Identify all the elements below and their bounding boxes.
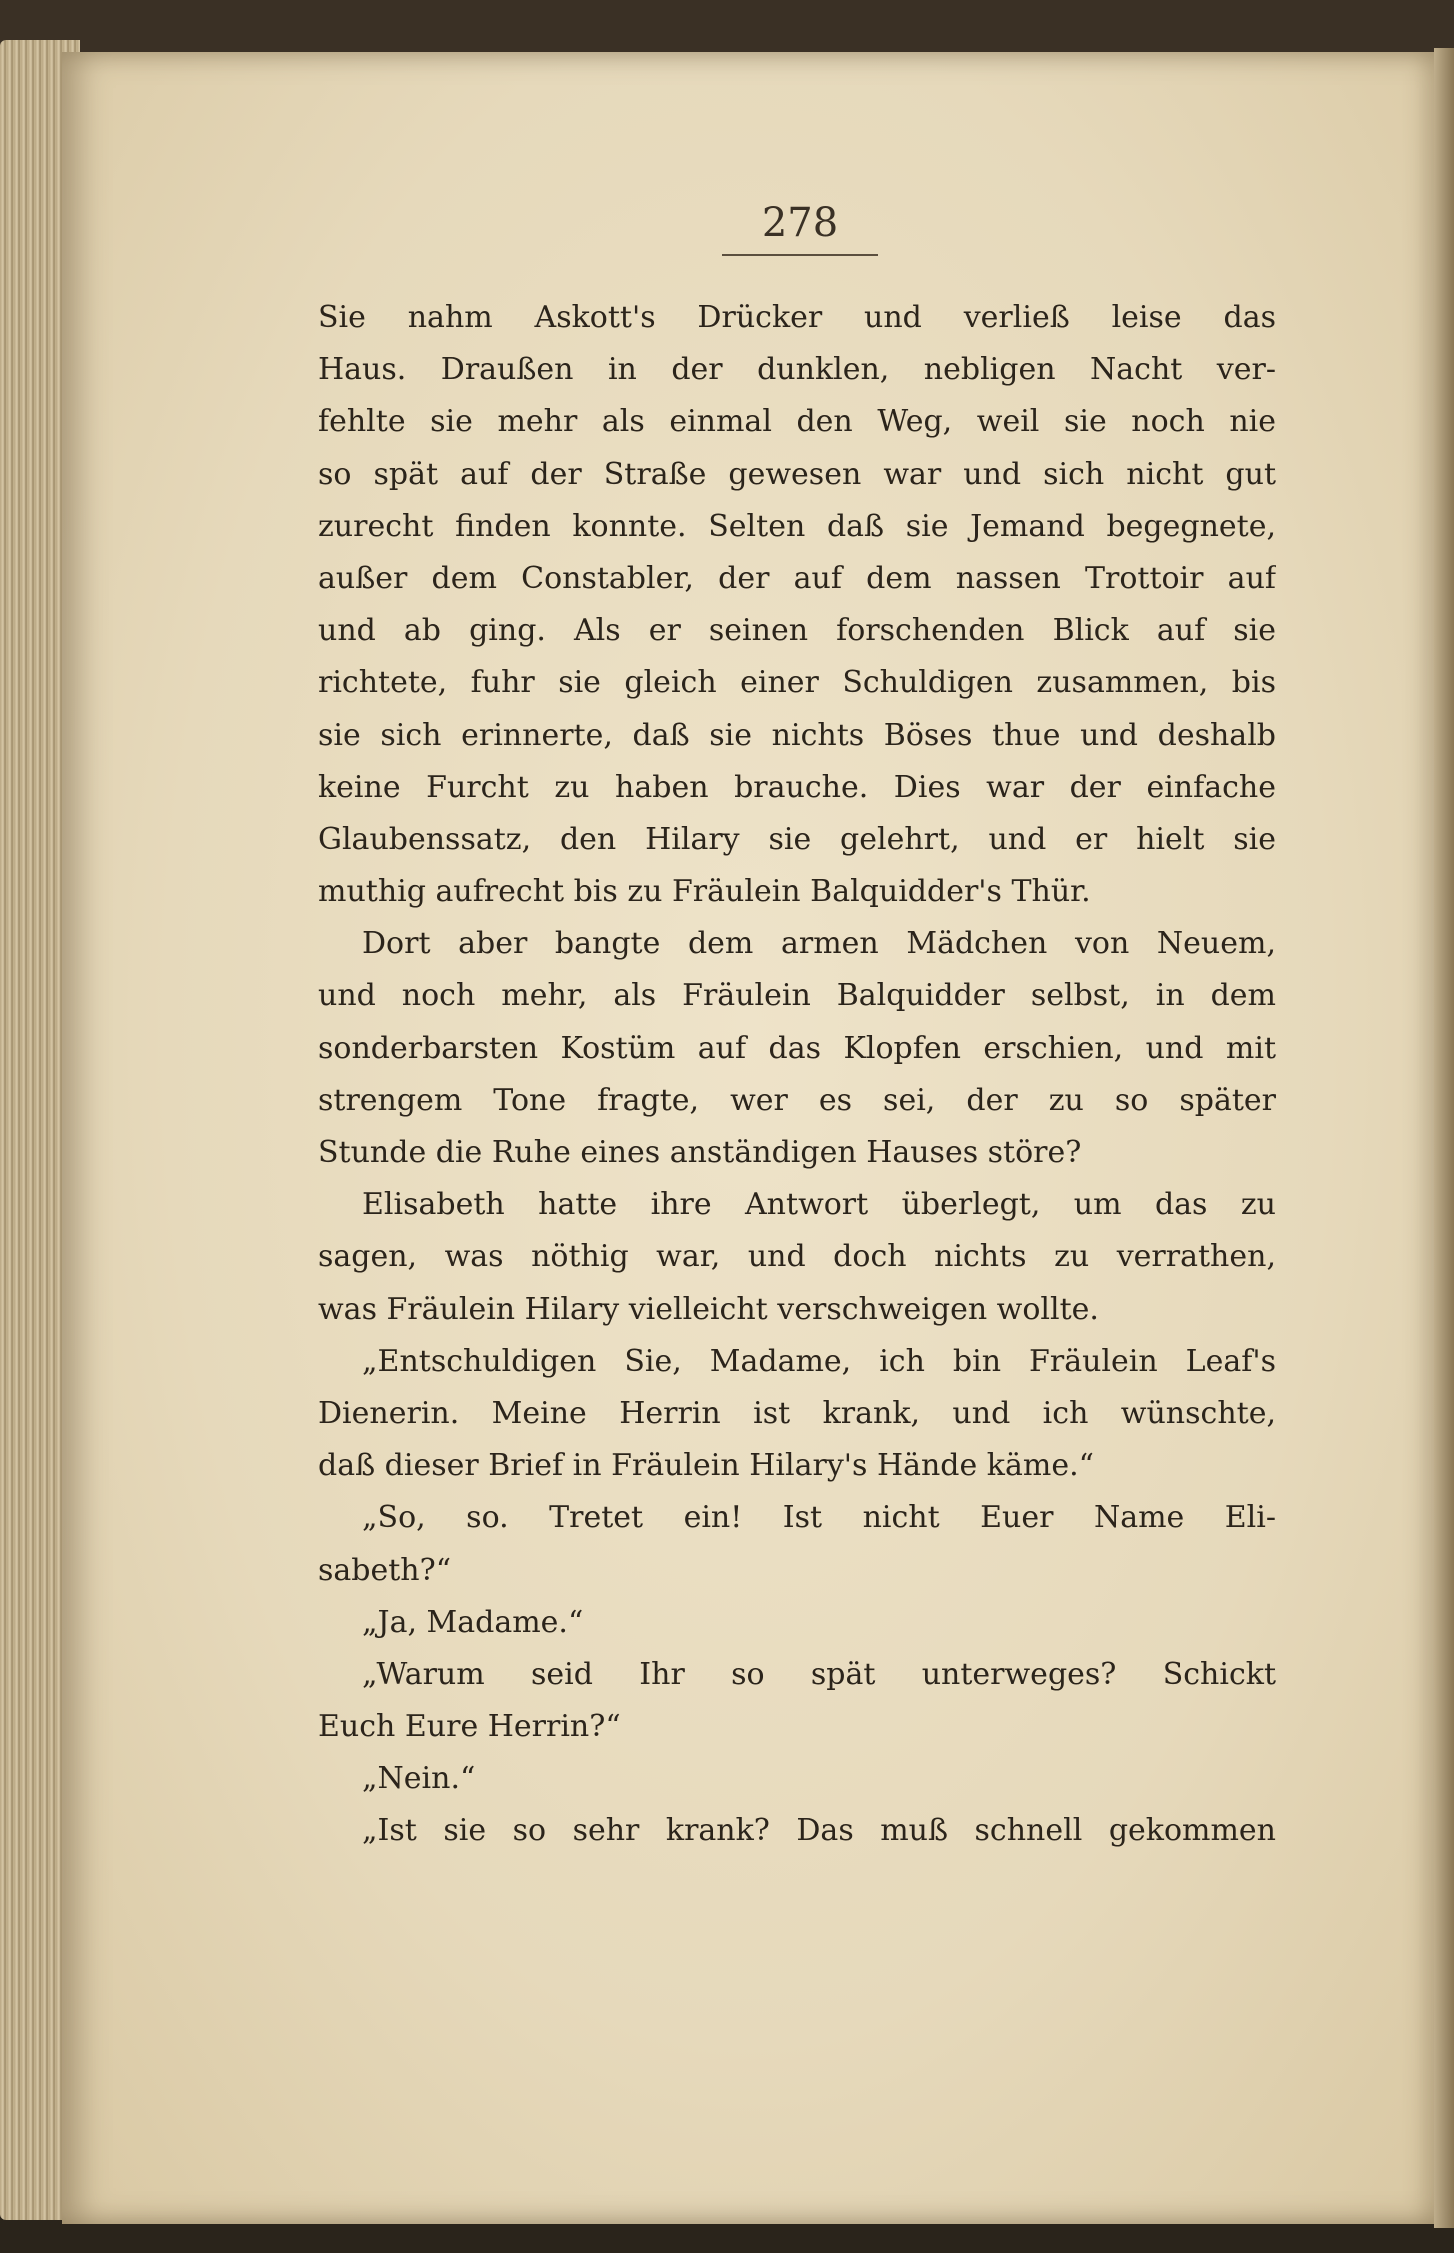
text-line: sagen, was nöthig war, und doch nichts zu verrathen, — [318, 1239, 1276, 1275]
text-line: Elisabeth hatte ihre Antwort überlegt, um das zu — [362, 1187, 1276, 1223]
text-line: keine Furcht zu haben brauche. Dies war der einfache — [318, 769, 1276, 805]
text-line: fehlte sie mehr als einmal den Weg, weil sie noch nie — [318, 404, 1276, 440]
text-line: „Ist sie so sehr krank? Das muß schnell gekommen — [362, 1813, 1276, 1849]
text-line: Stunde die Ruhe eines anständigen Hauses störe? — [318, 1135, 1082, 1170]
page-number: 278 — [761, 200, 839, 246]
page-number-rule — [722, 254, 878, 256]
text-line: und ab ging. Als er seinen forschenden Blick auf sie — [318, 613, 1276, 649]
text-line: „Warum seid Ihr so spät unterweges? Schickt — [362, 1656, 1276, 1692]
text-line: so spät auf der Straße gewesen war und sich nicht gut — [318, 456, 1276, 492]
text-line: außer dem Constabler, der auf dem nassen Trottoir auf — [318, 560, 1276, 596]
text-line: und noch mehr, als Fräulein Balquidder selbst, in dem — [318, 978, 1276, 1014]
text-line: „Ja, Madame.“ — [362, 1604, 584, 1640]
text-line: richtete, fuhr sie gleich einer Schuldigen zusammen, bis — [318, 665, 1276, 701]
text-line: Euch Eure Herrin?“ — [318, 1709, 621, 1745]
text-line: was Fräulein Hilary vielleicht verschweigen wollte. — [318, 1291, 1099, 1327]
text-line: strengem Tone fragte, wer es sei, der zu so später — [318, 1082, 1276, 1118]
text-line: sabeth?“ — [318, 1552, 452, 1588]
text-line: zurecht finden konnte. Selten daß sie Jemand begegnete, — [318, 508, 1276, 544]
text-line: Haus. Draußen in der dunklen, nebligen Nacht ver- — [318, 352, 1276, 388]
text-line: Dort aber bangte dem armen Mädchen von Neuem, — [362, 926, 1276, 962]
text-line: „Nein.“ — [362, 1761, 476, 1797]
body-text — [318, 292, 1276, 1858]
text-line: muthig aufrecht bis zu Fräulein Balquidder's Thür. — [318, 874, 1091, 910]
text-line: Dienerin. Meine Herrin ist krank, und ich wünschte, — [318, 1395, 1276, 1431]
text-line: Glaubenssatz, den Hilary sie gelehrt, und er hielt sie — [318, 821, 1276, 857]
text-line: sie sich erinnerte, daß sie nichts Böses thue und deshalb — [318, 717, 1276, 753]
text-line: sonderbarsten Kostüm auf das Klopfen erschien, und mit — [318, 1030, 1276, 1066]
page-right-edge — [1434, 48, 1454, 2228]
text-line: daß dieser Brief in Fräulein Hilary's Hände käme.“ — [318, 1448, 1094, 1484]
text-line: „Entschuldigen Sie, Madame, ich bin Fräulein Leaf's — [362, 1343, 1276, 1379]
text-line: „So, so. Tretet ein! Ist nicht Euer Name Eli- — [362, 1500, 1276, 1536]
text-line: Sie nahm Askott's Drücker und verließ leise das — [318, 300, 1276, 335]
